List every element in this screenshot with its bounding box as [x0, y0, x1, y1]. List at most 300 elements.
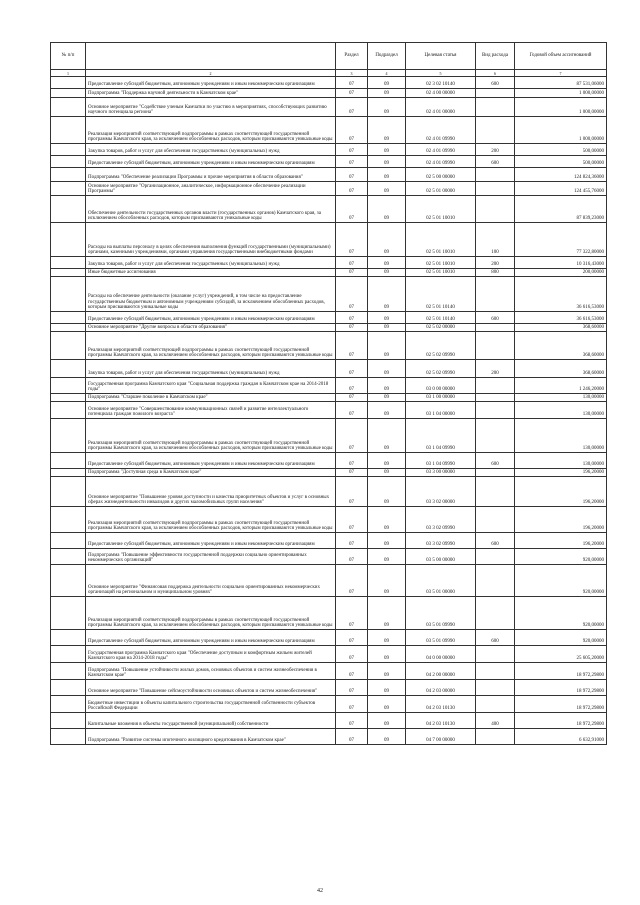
subsection-code: 09 [368, 663, 406, 680]
row-number-cell [51, 729, 86, 745]
item-name: Подпрограмма "Обеспечение реализации Программы и прочие мероприятия в области образования" [86, 168, 336, 182]
row-number-cell [51, 269, 86, 277]
expense-type-code [476, 168, 515, 182]
item-name: Закупка товаров, работ и услуг для обеспечения государственных (муниципальных) нужд [86, 257, 336, 269]
subsection-code: 09 [368, 312, 406, 324]
col-number: 4 [368, 70, 406, 77]
subsection-code: 09 [368, 332, 406, 360]
target-article-code: 03 5 01 09990 [406, 597, 476, 630]
table-row [51, 196, 607, 223]
header-section: Раздел [336, 43, 368, 70]
target-article-code: 02 4 01 09990 [406, 144, 476, 156]
section-code: 07 [336, 360, 368, 378]
expense-type-code [476, 477, 515, 507]
table-row [51, 378, 607, 394]
allocation-amount: 200,00000 [515, 269, 607, 277]
expense-type-code [476, 696, 515, 713]
row-number-cell [51, 663, 86, 680]
item-name: Предоставление субсидий бюджетным, автономным учреждениям и иным некоммерческим организациям [86, 156, 336, 168]
target-article-code: 03 1 04 09990 [406, 453, 476, 469]
table-row [51, 360, 607, 378]
item-name: Закупка товаров, работ и услуг для обеспечения государственных (муниципальных) нужд [86, 360, 336, 378]
subsection-code: 09 [368, 713, 406, 729]
target-article-code: 03 5 00 00000 [406, 549, 476, 565]
row-number-cell [51, 402, 86, 419]
table-row [51, 394, 607, 402]
allocation-amount: 6 632,91000 [515, 729, 607, 745]
item-name: Подпрограмма "Повышение эффективности государственной поддержки социально ориентированных некоммерческих организаций" [86, 549, 336, 565]
allocation-amount: 18 972,29800 [515, 680, 607, 696]
target-article-code: 03 1 04 09990 [406, 419, 476, 453]
subsection-code: 09 [368, 89, 406, 98]
expense-type-code [476, 277, 515, 312]
allocation-amount: 368,60000 [515, 324, 607, 332]
target-article-code: 03 3 02 00000 [406, 477, 476, 507]
subsection-code: 09 [368, 646, 406, 663]
item-name: Предоставление субсидий бюджетным, автономным учреждениям и иным некоммерческим организациям [86, 312, 336, 324]
item-name: Подпрограмма "Доступная среда в Камчатском крае" [86, 469, 336, 477]
row-number-cell [51, 680, 86, 696]
expense-type-code [476, 507, 515, 533]
subsection-code: 09 [368, 269, 406, 277]
subsection-code: 09 [368, 630, 406, 646]
allocation-amount: 10 316,43000 [515, 257, 607, 269]
item-name: Предоставление субсидий бюджетным, автономным учреждениям и иным некоммерческим организациям [86, 533, 336, 549]
item-name: Подпрограмма "Повышение устойчивости жилых домов, основных объектов и систем жизнеобеспечения в Камчатском крае" [86, 663, 336, 680]
expense-type-code: 600 [476, 533, 515, 549]
item-name: Реализация мероприятий соответствующей подпрограммы в рамках соответствующей государственной программы Камчатского края, за исключением обособленных расходов, которым присваиваются уникальные коды [86, 117, 336, 144]
item-name: Подпрограмма "Развитие системы ипотечного жилищного кредитования в Камчатском крае" [86, 729, 336, 745]
item-name: Подпрограмма "Старшее поколение в Камчатском крае" [86, 394, 336, 402]
allocation-amount: 1 000,00000 [515, 117, 607, 144]
allocation-amount: 130,00000 [515, 419, 607, 453]
target-article-code: 03 0 00 00000 [406, 378, 476, 394]
item-name: Реализация мероприятий соответствующей подпрограммы в рамках соответствующей государственной программы Камчатского края, за исключением обособленных расходов, которым присваиваются уникальные коды [86, 332, 336, 360]
allocation-amount: 124 455,76000 [515, 182, 607, 196]
allocation-amount: 500,00000 [515, 144, 607, 156]
allocation-amount: 18 972,29800 [515, 713, 607, 729]
section-code: 07 [336, 663, 368, 680]
item-name: Основное мероприятие "Повышение уровня доступности и качества приоритетных объектов и услуг в основных сферах жизнедеятельности инвалидов и других маломобильных групп населения" [86, 477, 336, 507]
header-row [51, 43, 607, 70]
expense-type-code [476, 182, 515, 196]
target-article-code: 04 2 03 00000 [406, 680, 476, 696]
section-code: 07 [336, 378, 368, 394]
item-name: Основное мероприятие "Повышение сейсмоустойчивости основных объектов и систем жизнеобеспечения" [86, 680, 336, 696]
table-row [51, 89, 607, 98]
row-number-cell [51, 394, 86, 402]
target-article-code: 04 0 00 00000 [406, 646, 476, 663]
expense-type-code: 600 [476, 630, 515, 646]
item-name: Иные бюджетные ассигнования [86, 269, 336, 277]
target-article-code: 03 1 04 00000 [406, 402, 476, 419]
section-code: 07 [336, 269, 368, 277]
table-row [51, 257, 607, 269]
subsection-code: 09 [368, 696, 406, 713]
row-number-cell [51, 168, 86, 182]
expense-type-code [476, 680, 515, 696]
section-code: 07 [336, 394, 368, 402]
expense-type-code [476, 469, 515, 477]
item-name: Основное мероприятие "Другие вопросы в области образования" [86, 324, 336, 332]
allocation-amount: 130,00000 [515, 394, 607, 402]
section-code: 07 [336, 182, 368, 196]
item-name: Реализация мероприятий соответствующей подпрограммы в рамках соответствующей государственной программы Камчатского края, за исключением обособленных расходов, которым присваиваются уникальные коды [86, 597, 336, 630]
item-name: Закупка товаров, работ и услуг для обеспечения государственных (муниципальных) нужд [86, 144, 336, 156]
section-code: 07 [336, 257, 368, 269]
subsection-code: 09 [368, 182, 406, 196]
section-code: 07 [336, 477, 368, 507]
item-name: Подпрограмма "Поддержка научной деятельности в Камчатском крае" [86, 89, 336, 98]
target-article-code: 02 5 01 00000 [406, 182, 476, 196]
target-article-code: 04 7 00 00000 [406, 729, 476, 745]
header-num: № п/п [51, 43, 86, 70]
allocation-amount: 920,00000 [515, 597, 607, 630]
row-number-cell [51, 507, 86, 533]
table-row [51, 533, 607, 549]
row-number-cell [51, 332, 86, 360]
target-article-code: 02 5 02 00000 [406, 324, 476, 332]
row-number-cell [51, 713, 86, 729]
table-row [51, 182, 607, 196]
target-article-code: 02 5 01 10140 [406, 277, 476, 312]
target-article-code: 03 3 02 09990 [406, 533, 476, 549]
subsection-code: 09 [368, 680, 406, 696]
subsection-code: 09 [368, 549, 406, 565]
table-row [51, 477, 607, 507]
table-row [51, 729, 607, 745]
table-row [51, 324, 607, 332]
budget-sheet [50, 42, 606, 745]
table-row [51, 565, 607, 597]
col-number: 5 [406, 70, 476, 77]
table-row [51, 696, 607, 713]
section-code: 07 [336, 77, 368, 89]
row-number-cell [51, 117, 86, 144]
subsection-code: 09 [368, 117, 406, 144]
expense-type-code [476, 196, 515, 223]
row-number-cell [51, 277, 86, 312]
item-name: Реализация мероприятий соответствующей подпрограммы в рамках соответствующей государственной программы Камчатского края, за исключением обособленных расходов, которым присваиваются уникальные коды [86, 507, 336, 533]
table-row [51, 507, 607, 533]
allocation-amount: 1 246,20000 [515, 378, 607, 394]
section-code: 07 [336, 696, 368, 713]
section-code: 07 [336, 324, 368, 332]
row-number-cell [51, 565, 86, 597]
target-article-code: 02 4 01 00000 [406, 98, 476, 117]
allocation-amount: 18 972,29800 [515, 696, 607, 713]
item-name: Предоставление субсидий бюджетным, автономным учреждениям и иным некоммерческим организациям [86, 77, 336, 89]
subsection-code: 09 [368, 565, 406, 597]
allocation-amount: 368,60000 [515, 360, 607, 378]
section-code: 07 [336, 312, 368, 324]
row-number-cell [51, 324, 86, 332]
item-name: Расходы на выплаты персоналу в целях обеспечения выполнения функций государственными (муниципальными) органами, казенными учреждениями, органами управления государственными внебюджетными фондами [86, 223, 336, 257]
section-code: 07 [336, 98, 368, 117]
allocation-amount: 36 616,53000 [515, 312, 607, 324]
table-row [51, 117, 607, 144]
row-number-cell [51, 156, 86, 168]
allocation-amount: 18 972,29800 [515, 663, 607, 680]
section-code: 07 [336, 646, 368, 663]
expense-type-code [476, 663, 515, 680]
allocation-amount: 130,00000 [515, 453, 607, 469]
target-article-code: 03 3 02 09990 [406, 507, 476, 533]
subsection-code: 09 [368, 533, 406, 549]
allocation-amount: 920,00000 [515, 565, 607, 597]
row-number-cell [51, 549, 86, 565]
item-name: Государственная программа Камчатского края "Социальная поддержка граждан в Камчатском крае на 2014-2018 годы" [86, 378, 336, 394]
section-code: 07 [336, 117, 368, 144]
allocation-amount: 500,00000 [515, 156, 607, 168]
expense-type-code: 600 [476, 312, 515, 324]
subsection-code: 09 [368, 453, 406, 469]
row-number-cell [51, 378, 86, 394]
item-name: Предоставление субсидий бюджетным, автономным учреждениям и иным некоммерческим организациям [86, 453, 336, 469]
section-code: 07 [336, 729, 368, 745]
allocation-amount: 920,00000 [515, 549, 607, 565]
allocation-amount: 196,20000 [515, 469, 607, 477]
allocation-amount: 77 322,80000 [515, 223, 607, 257]
expense-type-code [476, 565, 515, 597]
target-article-code: 03 3 00 00000 [406, 469, 476, 477]
item-name: Основное мероприятие "Содействие ученым Камчатки по участию в мероприятиях, способствующих развитию научного потенциала региона" [86, 98, 336, 117]
subsection-code: 09 [368, 168, 406, 182]
allocation-amount: 368,60000 [515, 332, 607, 360]
allocation-amount: 87 531,06000 [515, 77, 607, 89]
row-number-cell [51, 419, 86, 453]
table-row [51, 156, 607, 168]
table-row [51, 597, 607, 630]
row-number-cell [51, 196, 86, 223]
row-number-cell [51, 223, 86, 257]
table-row [51, 630, 607, 646]
item-name: Основное мероприятие "Финансовая поддержка деятельности социально ориентированных некоммерческих организаций на региональном и муниципальном уровнях" [86, 565, 336, 597]
table-row [51, 312, 607, 324]
allocation-amount: 124 824,36000 [515, 168, 607, 182]
section-code: 07 [336, 277, 368, 312]
table-row [51, 713, 607, 729]
target-article-code: 02 3 02 10140 [406, 77, 476, 89]
table-body [51, 77, 607, 745]
expense-type-code [476, 332, 515, 360]
subsection-code: 09 [368, 196, 406, 223]
subsection-code: 09 [368, 257, 406, 269]
row-number-cell [51, 477, 86, 507]
section-code: 07 [336, 507, 368, 533]
subsection-code: 09 [368, 597, 406, 630]
section-code: 07 [336, 156, 368, 168]
target-article-code: 04 2 03 10130 [406, 713, 476, 729]
row-number-cell [51, 533, 86, 549]
expense-type-code [476, 729, 515, 745]
budget-table [50, 42, 607, 745]
allocation-amount: 1 000,00000 [515, 98, 607, 117]
subsection-code: 09 [368, 477, 406, 507]
expense-type-code: 600 [476, 156, 515, 168]
item-name: Основное мероприятие "Организационное, аналитическое, информационное обеспечение реализации Программы" [86, 182, 336, 196]
row-number-cell [51, 630, 86, 646]
section-code: 07 [336, 196, 368, 223]
expense-type-code: 600 [476, 453, 515, 469]
target-article-code: 02 5 01 10010 [406, 269, 476, 277]
section-code: 07 [336, 680, 368, 696]
row-number-cell [51, 646, 86, 663]
header-exptype: Вид расхода [476, 43, 515, 70]
expense-type-code [476, 419, 515, 453]
expense-type-code [476, 646, 515, 663]
expense-type-code: 800 [476, 269, 515, 277]
expense-type-code: 200 [476, 360, 515, 378]
table-row [51, 223, 607, 257]
subsection-code: 09 [368, 507, 406, 533]
col-number: 6 [476, 70, 515, 77]
subsection-code: 09 [368, 378, 406, 394]
expense-type-code [476, 117, 515, 144]
item-name: Капитальные вложения в объекты государственной (муниципальной) собственности [86, 713, 336, 729]
table-row [51, 332, 607, 360]
target-article-code: 02 5 00 00000 [406, 168, 476, 182]
target-article-code: 04 2 03 10130 [406, 696, 476, 713]
subsection-code: 09 [368, 156, 406, 168]
expense-type-code: 100 [476, 223, 515, 257]
col-number: 1 [51, 70, 86, 77]
expense-type-code [476, 324, 515, 332]
item-name: Расходы на обеспечение деятельности (оказание услуг) учреждений, в том числе на предоставление государственным бюджетным и автономным учреждениям субсидий, за исключением обособленных расходов, которым присваиваются уникальные коды [86, 277, 336, 312]
table-row [51, 269, 607, 277]
table-row [51, 453, 607, 469]
target-article-code: 02 5 01 10010 [406, 257, 476, 269]
row-number-cell [51, 597, 86, 630]
row-number-cell [51, 98, 86, 117]
expense-type-code: 200 [476, 144, 515, 156]
item-name: Бюджетные инвестиции в объекты капитального строительства государственной собственности субъектов Российской Федерации [86, 696, 336, 713]
table-row [51, 680, 607, 696]
row-number-cell [51, 89, 86, 98]
section-code: 07 [336, 713, 368, 729]
target-article-code: 02 5 02 09990 [406, 332, 476, 360]
target-article-code: 02 5 01 10140 [406, 312, 476, 324]
page-number: 42 [317, 888, 323, 894]
table-row [51, 402, 607, 419]
row-number-cell [51, 469, 86, 477]
subsection-code: 09 [368, 223, 406, 257]
subsection-code: 09 [368, 729, 406, 745]
row-number-cell [51, 257, 86, 269]
subsection-code: 09 [368, 277, 406, 312]
row-number-cell [51, 144, 86, 156]
section-code: 07 [336, 549, 368, 565]
target-article-code: 04 2 00 00000 [406, 663, 476, 680]
row-number-cell [51, 360, 86, 378]
expense-type-code [476, 394, 515, 402]
item-name: Реализация мероприятий соответствующей подпрограммы в рамках соответствующей государственной программы Камчатского края, за исключением обособленных расходов, которым присваиваются уникальные коды [86, 419, 336, 453]
section-code: 07 [336, 332, 368, 360]
section-code: 07 [336, 453, 368, 469]
target-article-code: 02 5 02 09990 [406, 360, 476, 378]
row-number-cell [51, 453, 86, 469]
item-name: Предоставление субсидий бюджетным, автономным учреждениям и иным некоммерческим организациям [86, 630, 336, 646]
allocation-amount: 130,00000 [515, 402, 607, 419]
expense-type-code [476, 402, 515, 419]
col-number: 3 [336, 70, 368, 77]
expense-type-code: 600 [476, 77, 515, 89]
section-code: 07 [336, 630, 368, 646]
subsection-code: 09 [368, 98, 406, 117]
table-row [51, 646, 607, 663]
subsection-code: 09 [368, 394, 406, 402]
allocation-amount: 196,20000 [515, 507, 607, 533]
expense-type-code [476, 549, 515, 565]
header-amount: Годовой объем ассигнований [515, 43, 607, 70]
section-code: 07 [336, 402, 368, 419]
allocation-amount: 196,20000 [515, 533, 607, 549]
subsection-code: 09 [368, 360, 406, 378]
table-row [51, 77, 607, 89]
table-row [51, 419, 607, 453]
expense-type-code: 200 [476, 257, 515, 269]
target-article-code: 02 5 01 10010 [406, 196, 476, 223]
item-name: Государственная программа Камчатского края "Обеспечение доступным и комфортным жильем жителей Камчатского края на 2014-2018 годы" [86, 646, 336, 663]
allocation-amount: 25 605,20000 [515, 646, 607, 663]
target-article-code: 02 4 01 09990 [406, 156, 476, 168]
table-row [51, 168, 607, 182]
section-code: 07 [336, 469, 368, 477]
header-subsection: Подраздел [368, 43, 406, 70]
allocation-amount: 1 000,00000 [515, 89, 607, 98]
subsection-code: 09 [368, 77, 406, 89]
target-article-code: 02 5 01 10010 [406, 223, 476, 257]
section-code: 07 [336, 533, 368, 549]
table-row [51, 277, 607, 312]
allocation-amount: 196,20000 [515, 477, 607, 507]
row-number-cell [51, 696, 86, 713]
section-code: 07 [336, 168, 368, 182]
row-number-cell [51, 77, 86, 89]
target-article-code: 03 5 01 00000 [406, 565, 476, 597]
item-name: Основное мероприятие "Совершенствование коммуникационных связей и развитие интеллектуального потенциала граждан пожилого возраста" [86, 402, 336, 419]
col-number: 2 [86, 70, 336, 77]
item-name: Обеспечение деятельности государственных органов власти (государственных органов) Камчатского края, за исключением обособленных расходов, которым присваиваются уникальные коды [86, 196, 336, 223]
expense-type-code [476, 378, 515, 394]
allocation-amount: 920,00000 [515, 630, 607, 646]
subsection-code: 09 [368, 469, 406, 477]
table-row [51, 98, 607, 117]
row-number-cell [51, 312, 86, 324]
subsection-code: 09 [368, 419, 406, 453]
target-article-code: 03 5 01 09990 [406, 630, 476, 646]
section-code: 07 [336, 565, 368, 597]
expense-type-code: 400 [476, 713, 515, 729]
expense-type-code [476, 89, 515, 98]
expense-type-code [476, 98, 515, 117]
col-number: 7 [515, 70, 607, 77]
subsection-code: 09 [368, 324, 406, 332]
table-row [51, 549, 607, 565]
column-number-row [51, 70, 607, 77]
target-article-code: 02 4 00 00000 [406, 89, 476, 98]
table-row [51, 469, 607, 477]
target-article-code: 02 4 01 09990 [406, 117, 476, 144]
row-number-cell [51, 182, 86, 196]
section-code: 07 [336, 597, 368, 630]
subsection-code: 09 [368, 144, 406, 156]
table-row [51, 144, 607, 156]
target-article-code: 03 1 00 00000 [406, 394, 476, 402]
section-code: 07 [336, 223, 368, 257]
expense-type-code [476, 597, 515, 630]
allocation-amount: 87 839,23000 [515, 196, 607, 223]
